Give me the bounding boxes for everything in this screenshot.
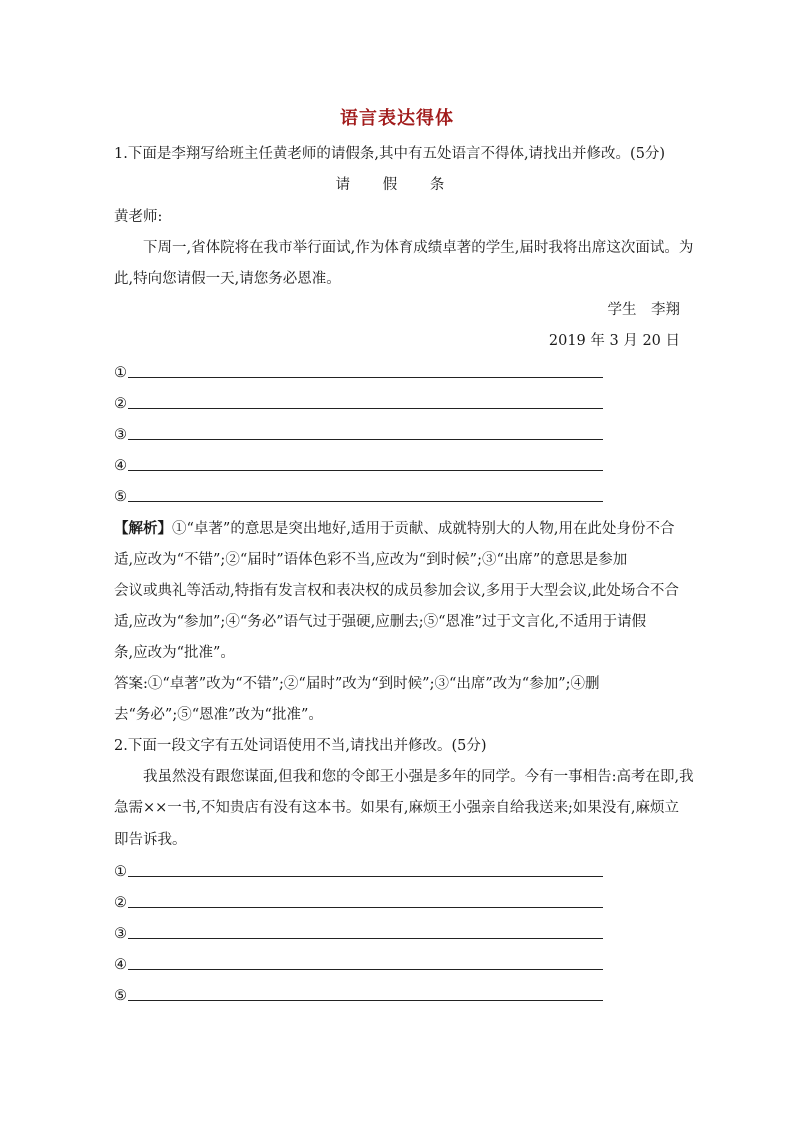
answer-number: ⑤ — [114, 489, 127, 505]
passage-line-2: 急需××一书,不知贵店有没有这本书。如果有,麻烦王小强亲自给我送来;如果没有,麻烦立 — [114, 800, 680, 816]
answer-line — [128, 969, 603, 970]
question-1-prompt: 1.下面是李翔写给班主任黄老师的请假条,其中有五处语言不得体,请找出并修改。(5分) — [114, 146, 666, 162]
passage-line-3: 即告诉我。 — [114, 832, 187, 848]
answer-number: ④ — [114, 458, 127, 474]
answer-blank-2[interactable] — [114, 394, 594, 414]
answer-blank-1[interactable] — [114, 862, 594, 882]
answer-key-line-1: 答案:①“卓著”改为“不错”;②“届时”改为“到时候”;③“出席”改为“参加”;④删 — [114, 676, 600, 692]
answer-blank-4[interactable] — [114, 456, 594, 476]
answer-blank-5[interactable] — [114, 986, 594, 1006]
answer-number: ⑤ — [114, 988, 127, 1004]
answer-line — [128, 907, 603, 908]
answer-blank-5[interactable] — [114, 487, 594, 507]
analysis-line-3: 会议或典礼等活动,特指有发言权和表决权的成员参加会议,多用于大型会议,此处场合不合 — [114, 583, 679, 599]
answer-number: ② — [114, 895, 127, 911]
answer-number: ③ — [114, 926, 127, 942]
leave-note-title: 请 假 条 — [335, 177, 459, 193]
answer-line — [128, 470, 603, 471]
answer-line — [128, 876, 603, 877]
analysis-line-1 — [114, 519, 675, 539]
analysis-text: ①“卓著”的意思是突出地好,适用于贡献、成就特别大的人物,用在此处身份不合 — [172, 521, 675, 537]
answer-line — [128, 439, 603, 440]
answer-line — [128, 938, 603, 939]
analysis-label: 【解析】 — [114, 520, 172, 537]
page-title: 语言表达得体 — [340, 108, 454, 129]
answer-line — [128, 1000, 603, 1001]
answer-blank-2[interactable] — [114, 893, 594, 913]
leave-note-signature: 学生 李翔 — [607, 302, 680, 318]
answer-blank-3[interactable] — [114, 924, 594, 944]
passage-line-1: 我虽然没有跟您谋面,但我和您的令郎王小强是多年的同学。今有一事相告:高考在即,我 — [143, 769, 694, 785]
leave-note-salutation: 黄老师: — [114, 209, 163, 225]
leave-note-date: 2019 年 3 月 20 日 — [548, 333, 680, 349]
analysis-line-4: 适,应改为“参加”;④“务必”语气过于强硬,应删去;⑤“恩准”过于文言化,不适用于请假 — [114, 614, 647, 630]
analysis-line-5: 条,应改为“批准”。 — [114, 645, 235, 661]
answer-key-line-2: 去“务必”;⑤“恩准”改为“批准”。 — [114, 707, 323, 723]
answer-blank-3[interactable] — [114, 425, 594, 445]
answer-number: ② — [114, 396, 127, 412]
leave-note-body-line-2: 此,特向您请假一天,请您务必恩准。 — [114, 271, 341, 287]
answer-line — [128, 501, 603, 502]
answer-number: ③ — [114, 427, 127, 443]
answer-number: ④ — [114, 957, 127, 973]
answer-number: ① — [114, 365, 127, 381]
question-2-prompt: 2.下面一段文字有五处词语使用不当,请找出并修改。(5分) — [114, 738, 487, 754]
answer-number: ① — [114, 864, 127, 880]
answer-line — [128, 408, 603, 409]
answer-blank-4[interactable] — [114, 955, 594, 975]
answer-line — [128, 377, 603, 378]
answer-blank-1[interactable] — [114, 363, 594, 383]
analysis-line-2: 适,应改为“不错”;②“届时”语体色彩不当,应改为“到时候”;③“出席”的意思是参加 — [114, 552, 628, 568]
leave-note-body-line-1: 下周一,省体院将在我市举行面试,作为体育成绩卓著的学生,届时我将出席这次面试。为 — [143, 240, 694, 256]
